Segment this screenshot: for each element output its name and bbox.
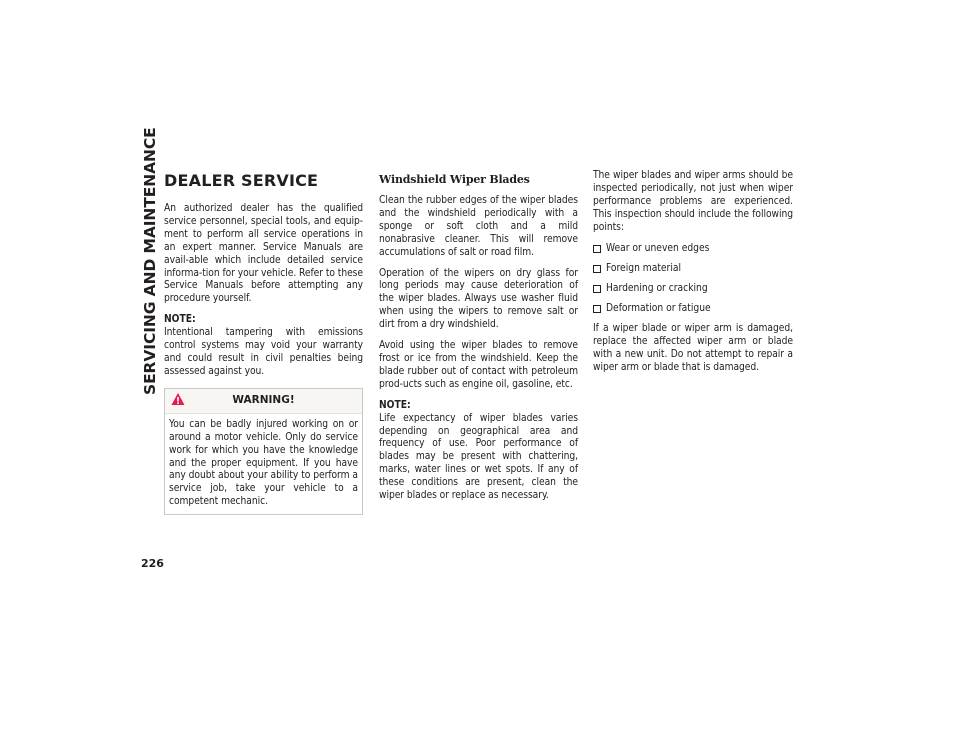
warning-body [165, 414, 362, 514]
list-item-text: Foreign material [606, 262, 682, 274]
warning-header [165, 389, 362, 414]
checkbox-bullet-icon [593, 285, 601, 293]
list-item [593, 243, 793, 256]
chapter-title: SERVICING AND MAINTENANCE [141, 127, 159, 395]
inspection-list [593, 243, 793, 316]
column-wiper-blades [379, 170, 578, 511]
list-item-text: Wear or uneven edges [606, 242, 710, 254]
checkbox-bullet-icon [593, 245, 601, 253]
chapter-side-tab [140, 127, 160, 570]
page-number: 226 [141, 557, 164, 570]
warning-box [164, 388, 363, 515]
warning-text: You can be badly injured working on or around a motor vehicle. Only do service work for which you have the knowledge and the proper equipment. If you have any doubt about your ability to perform a service job, take your vehicle to a competent mechanic. [169, 418, 358, 508]
section-title: DEALER SERVICE [164, 171, 319, 190]
subsection-title: Windshield Wiper Blades [379, 173, 530, 186]
list-item [593, 283, 793, 296]
note-label: NOTE: [164, 314, 196, 326]
checkbox-bullet-icon [593, 305, 601, 313]
column-inspection [593, 170, 793, 383]
list-item-text: Deformation or fatigue [606, 302, 711, 314]
wiper-paragraph: Operation of the wipers on dry glass for long periods may cause deterioration of the wiper blades. Always use washer fluid when using the wipers to remove salt or dirt from a dry windshield. [379, 267, 578, 331]
wiper-paragraph: Avoid using the wiper blades to remove frost or ice from the windshield. Keep the blade rubber out of contact with petroleum prod-ucts such as engine oil, gasoline, etc. [379, 340, 578, 390]
note-text: Intentional tampering with emissions control systems may void your warranty and could result in civil penalties being assessed against you. [164, 327, 363, 377]
wiper-paragraph: Clean the rubber edges of the wiper blades and the windshield periodically with a sponge or soft cloth and a mild nonabrasive cleaner. This will remove accumulations of salt or road film. [379, 195, 578, 258]
list-item-text: Hardening or cracking [606, 282, 708, 294]
note-label: NOTE: [379, 399, 411, 411]
list-item [593, 303, 793, 316]
inspection-closing: If a wiper blade or wiper arm is damaged, replace the affected wiper arm or blade with a new unit. Do not attempt to repair a wiper arm or blade that is damaged. [593, 323, 793, 374]
warning-title: WARNING! [232, 393, 295, 406]
note-text: Life expectancy of wiper blades varies depending on geographical area and frequency of use. Poor performance of blades may be present with chattering, marks, water lines or wet spots. If any of these conditions are present, clean the wiper blades or replace as necessary. [379, 412, 578, 502]
dealer-service-paragraph: An authorized dealer has the qualified service personnel, special tools, and equip-ment to perform all service operations in an expert manner. Service Manuals are avail-able which include detailed service informa-tion for your vehicle. Refer to these Service Manuals before attempting any procedure yourself. [164, 203, 363, 305]
inspection-intro: The wiper blades and wiper arms should be inspected periodically, not just when wiper performance problems are experienced. This inspection should include the following points: [593, 170, 793, 233]
list-item [593, 263, 793, 276]
checkbox-bullet-icon [593, 265, 601, 273]
column-dealer-service [164, 170, 363, 515]
